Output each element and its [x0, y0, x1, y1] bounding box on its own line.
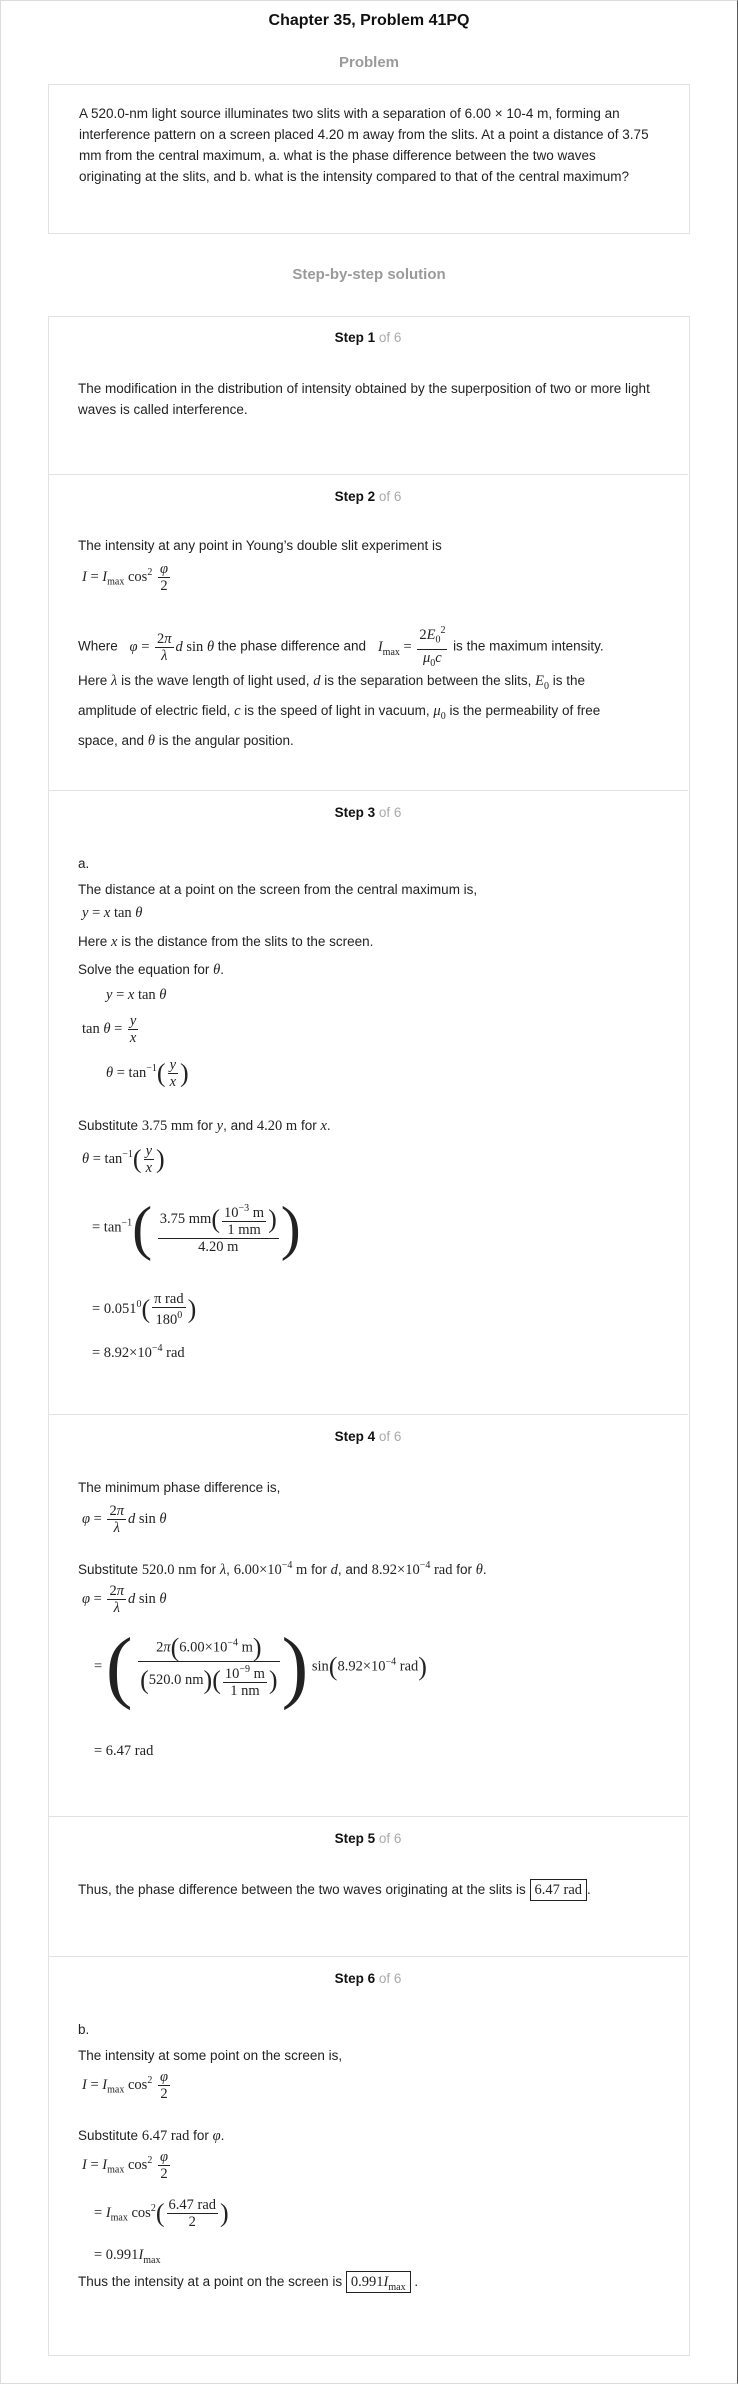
- step-2: [48, 474, 688, 791]
- phase-substituted: = ( $2\pi(6.00\times 10^{-4}$ m) (520.0 nm)( $\frac{10^{-9} m}{1 nm}$ ) ) $\sin(8.92\times 10^{-4}$ rad): [94, 1622, 427, 1711]
- step-1: [48, 316, 688, 474]
- step-6-part: b.: [78, 2022, 90, 2037]
- y-equation: y = x tan θ: [82, 905, 143, 921]
- theta-substituted: = $\tan^{-1}$( 3.75 mm( $\frac{10^{-3} m}{1 mm}$ ) 4.20 m ): [92, 1194, 301, 1261]
- intensity-equation: $I = I_{max}$ $\cos^2$ $\frac{\varphi}{2}$: [82, 561, 168, 594]
- step-3-distance-text: The distance at a point on the screen from the central maximum is,: [78, 882, 478, 897]
- step-5-conclusion: Thus, the phase difference between the two waves originating at the slits is 6.47 rad .: [78, 1879, 668, 1901]
- solution-heading: Step-by-step solution: [292, 266, 446, 283]
- y-equation-2: y = x tan θ: [106, 987, 167, 1003]
- phase-equation: φ = $\frac{2\pi}{\lambda}$ d sin θ: [82, 1503, 167, 1536]
- step-3-substitute: Substitute 3.75 mm for y, and 4.20 m for x.: [78, 1118, 331, 1134]
- theta-result: = $8.92\times 10^{-4}$ rad: [92, 1343, 185, 1361]
- tan-theta-equation: tan θ = $\frac{y}{x}$: [82, 1013, 137, 1046]
- step-4-substitute: Substitute 520.0 nm for λ, $6.00\times 10^{-4}$ m for d, and $8.92\times 10^{-4}$ rad for θ.: [78, 1560, 487, 1578]
- step-3-x-text: Here x is the distance from the slits to the screen.: [78, 934, 374, 950]
- phase-equation-2: φ = $\frac{2\pi}{\lambda}$ d sin θ: [82, 1583, 167, 1616]
- step-3-heading: Step 3 of 6: [334, 805, 402, 820]
- problem-text: A 520.0-nm light source illuminates two slits with a separation of 6.00 × 10-4 m, forming an interference pattern on a screen placed 4.20 m away from the slits. At a point a distance of 3.75 mm from the central maximum, a. what is the phase difference between the two waves originating at the slits, and b. what is the intensity compared to that of the central maximum?: [79, 106, 649, 184]
- step-6-heading: Step 6 of 6: [334, 1971, 402, 1986]
- intensity-result: = $0.991I_{max}$: [94, 2247, 161, 2266]
- step-3: [48, 790, 688, 1415]
- theta-arctan-equation-2: $\theta = \tan^{-1}$( $\frac{y}{x}$ ): [82, 1143, 165, 1176]
- problem-heading: Problem: [338, 54, 399, 71]
- problem-box: [48, 84, 690, 234]
- step-4-heading: Step 4 of 6: [334, 1429, 402, 1444]
- max-intensity-formula: $I_{max}$ = $\frac{2E_0^2}{\mu_0c}$: [377, 625, 446, 669]
- step-4: [48, 1414, 688, 1817]
- theta-arctan-equation: $\theta = \tan^{-1}$( $\frac{y}{x}$ ): [106, 1057, 189, 1090]
- step-6-conclusion: Thus the intensity at a point on the screen is $0.991I_{max}$ .: [78, 2271, 668, 2298]
- intensity-answer: $0.991I_{max}$: [346, 2271, 411, 2293]
- intensity-substituted: = $I_{max}$ $\cos^2$( $\frac{\text{6.47 rad}}{2}$ ): [94, 2197, 229, 2230]
- phase-formula: φ = $\frac{2\pi}{\lambda}$ d sin θ: [129, 630, 215, 664]
- step-3-solve-text: Solve the equation for θ.: [78, 962, 224, 978]
- step-2-intro: The intensity at any point in Young’s double slit experiment is: [78, 538, 442, 553]
- step-2-heading: Step 2 of 6: [334, 489, 402, 504]
- step-3-part: a.: [78, 856, 90, 871]
- step-4-min-text: The minimum phase difference is,: [78, 1480, 281, 1495]
- step-2-where-line: Where φ = $\frac{2\pi}{\lambda}$ d sin θ the phase difference and $I_{max}$ = $\frac{2E_0^2}{\mu_0c}$ is the maximum intensity.: [78, 625, 604, 669]
- step-2-here-text: Here λ is the wave length of light used, d is the separation between the slits, $E_0$ is the amplitude of electric field, c is the speed of light in vacuum, $\mu_0$ is the permeability of free space, and θ is the angular position.: [78, 673, 601, 749]
- theta-degree: = $0.051^0$( $\frac{\text{π rad}}{180^0}$ ): [92, 1291, 197, 1328]
- step-5: [48, 1816, 688, 1957]
- page-title: Chapter 35, Problem 41PQ: [268, 12, 470, 29]
- step-6: [48, 1956, 688, 2355]
- step-5-heading: Step 5 of 6: [334, 1831, 402, 1846]
- step-6-substitute: Substitute 6.47 rad for φ.: [78, 2128, 225, 2144]
- step-1-text: The modification in the distribution of intensity obtained by the superposition of two or more light waves is called interference.: [78, 381, 650, 417]
- phase-result: = 6.47 rad: [94, 1743, 154, 1759]
- step-6-intensity-text: The intensity at some point on the screen is,: [78, 2048, 343, 2063]
- intensity-equation-3: $I = I_{max}$ $\cos^2$ $\frac{\varphi}{2}$: [82, 2149, 168, 2182]
- phase-answer: 6.47 rad: [530, 1879, 588, 1901]
- step-1-heading: Step 1 of 6: [334, 330, 402, 345]
- intensity-equation-2: $I = I_{max}$ $\cos^2$ $\frac{\varphi}{2}$: [82, 2069, 168, 2102]
